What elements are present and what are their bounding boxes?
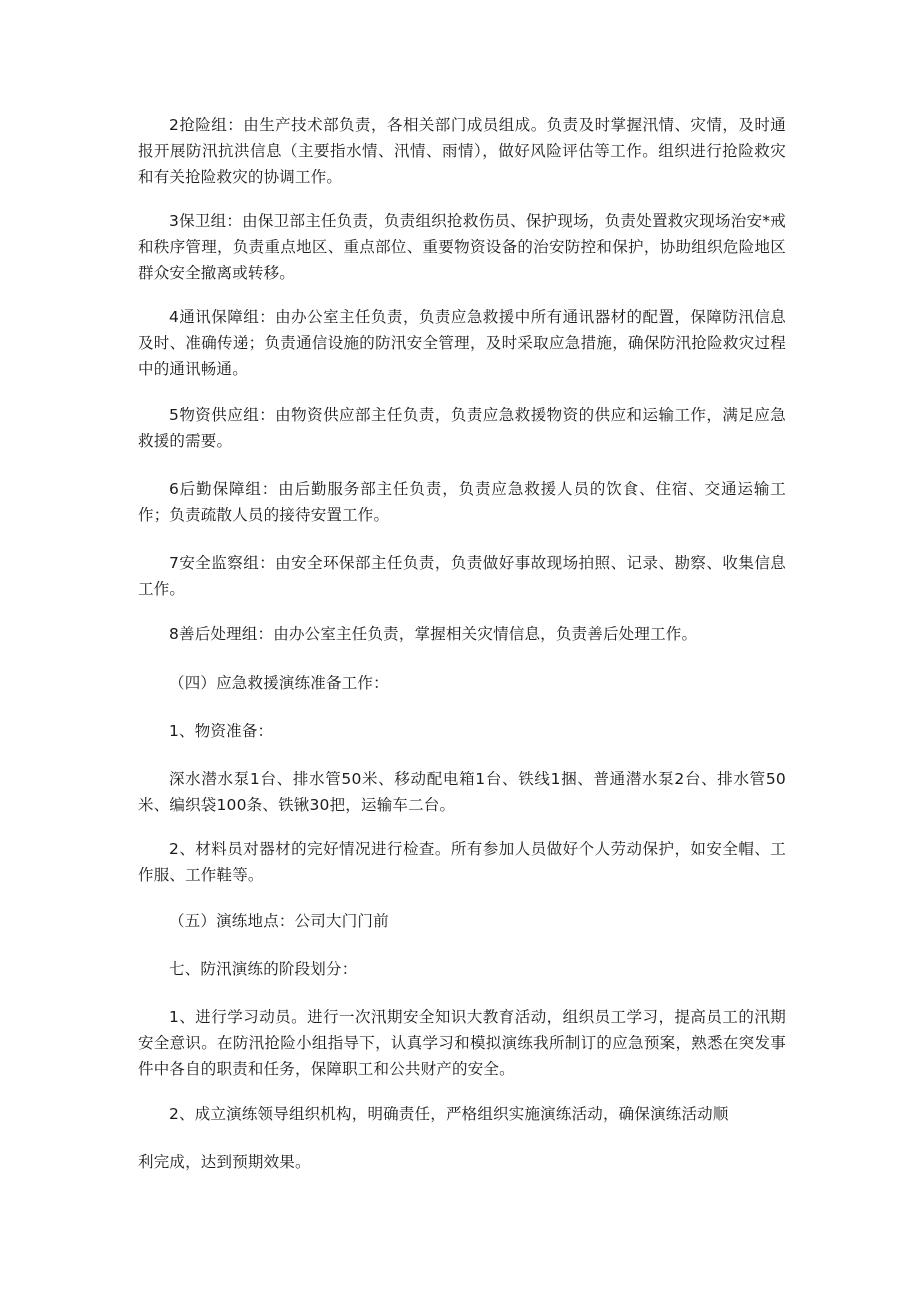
paragraph-establish-organization: 2、成立演练领导组织机构，明确责任，严格组织实施演练活动，确保演练活动顺 (169, 1105, 729, 1123)
section-heading-preparation: （四）应急救援演练准备工作： (169, 674, 389, 692)
paragraph-supply-group: 5物资供应组：由物资供应部主任负责，负责应急救援物资的供应和运输工作，满足应急救援的需要。 (138, 406, 786, 450)
paragraph-equipment-list: 深水潜水泵1台、排水管50米、移动配电箱1台、铁线1捆、普通潜水泵2台、排水管50米、编织袋100条、铁锹30把，运输车二台。 (138, 770, 786, 814)
paragraph-communication-group: 4通讯保障组：由办公室主任负责，负责应急救援中所有通讯器材的配置，保障防汛信息及时、准确传递；负责通信设施的防汛安全管理，及时采取应急措施，确保防汛抢险救灾过程中的通讯畅通。 (138, 308, 786, 378)
paragraph-rescue-group: 2抢险组：由生产技术部负责，各相关部门成员组成。负责及时掌握汛情、灾情，及时通报开展防汛抗洪信息（主要指水情、汛情、雨情），做好风险评估等工作。组织进行抢险救灾和有关抢险救灾的协调工作。 (138, 116, 786, 186)
paragraph-security-group: 3保卫组：由保卫部主任负责，负责组织抢救伤员、保护现场，负责处置救灾现场治安*戒和秩序管理，负责重点地区、重点部位、重要物资设备的治安防控和保护，协助组织危险地区群众安全撤离或转移。 (138, 212, 786, 282)
section-heading-location: （五）演练地点：公司大门门前 (169, 912, 389, 930)
paragraph-safety-group: 7安全监察组：由安全环保部主任负责，负责做好事故现场拍照、记录、勘察、收集信息工作。 (138, 554, 786, 598)
paragraph-study-mobilization: 1、进行学习动员。进行一次汛期安全知识大教育活动，组织员工学习，提高员工的汛期安全意识。在防汛抢险小组指导下，认真学习和模拟演练我所制订的应急预案，熟悉在突发事件中各自的职责和任务，保障职工和公共财产的安全。 (138, 1008, 786, 1078)
paragraph-logistics-group: 6后勤保障组：由后勤服务部主任负责，负责应急救援人员的饮食、住宿、交通运输工作；负责疏散人员的接待安置工作。 (138, 480, 786, 524)
paragraph-equipment-check: 2、材料员对器材的完好情况进行检查。所有参加人员做好个人劳动保护，如安全帽、工作服、工作鞋等。 (138, 840, 786, 884)
section-heading-stages: 七、防汛演练的阶段划分： (169, 960, 358, 978)
paragraph-aftermath-group: 8善后处理组：由办公室主任负责，掌握相关灾情信息，负责善后处理工作。 (169, 625, 698, 643)
paragraph-material-prep-title: 1、物资准备： (169, 722, 274, 740)
paragraph-completion: 利完成，达到预期效果。 (138, 1153, 311, 1171)
